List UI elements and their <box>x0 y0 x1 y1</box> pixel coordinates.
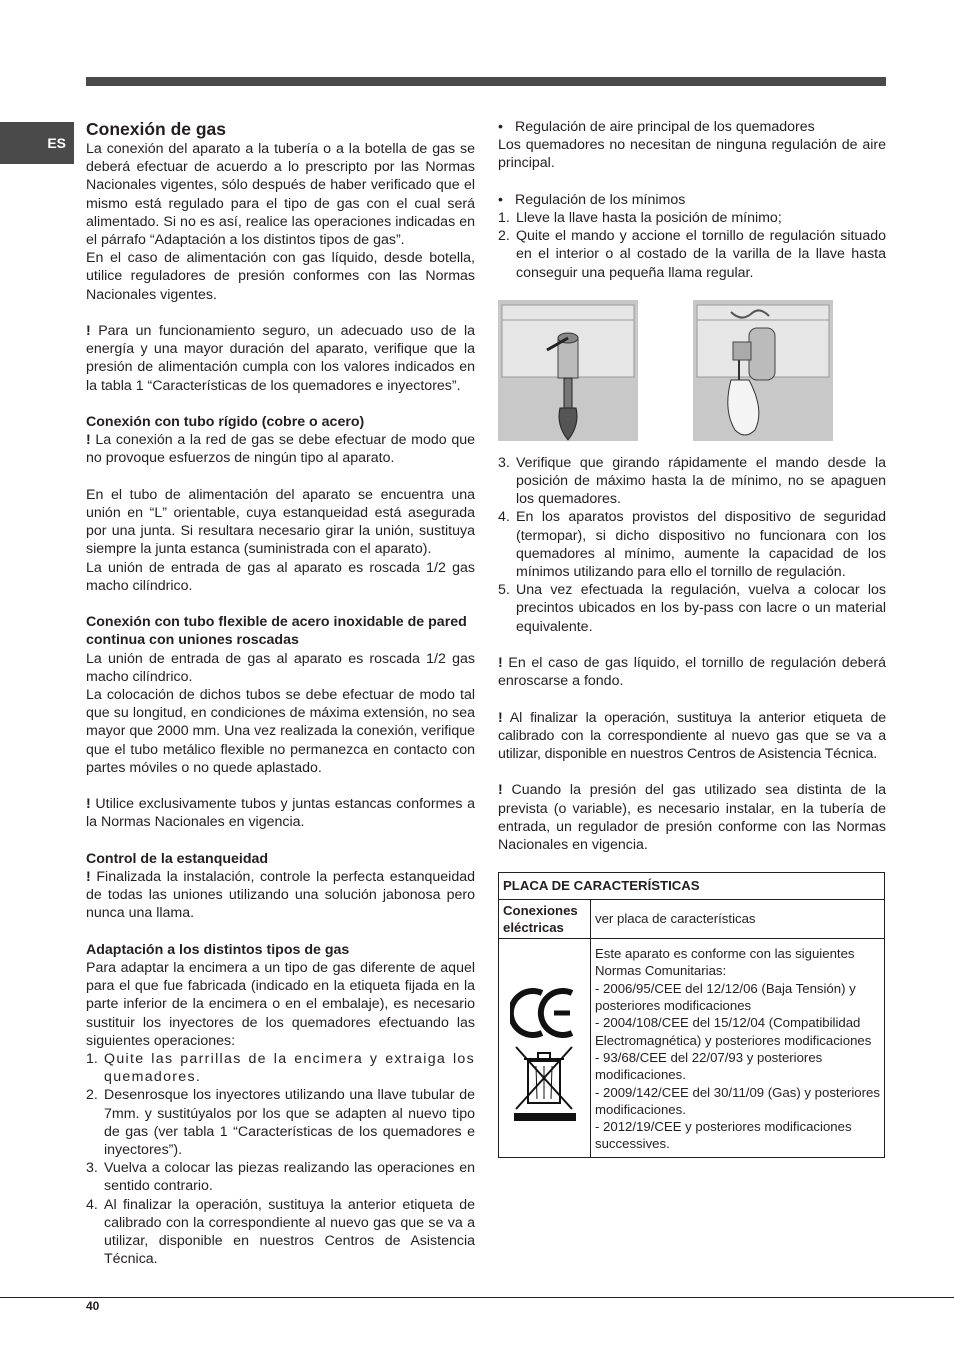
adjustment-screw-illustration <box>693 300 833 441</box>
list-item: 1. Quite las parrillas de la encimera y extraiga los quemadores. <box>86 1051 475 1086</box>
warning-icon: ! <box>86 323 91 340</box>
warning-icon: ! <box>86 432 91 449</box>
warning-icon: ! <box>498 655 503 672</box>
warning-icon: ! <box>86 796 91 813</box>
left-column <box>86 118 475 1268</box>
paragraph: En el caso de alimentación con gas líquido, desde botella, utilice reguladores de presión conformes con las Normas Nacionales vigentes. <box>86 250 475 303</box>
list-item: 2. Quite el mando y accione el tornillo de regulación situado en el interior o al costado de la varilla de la llave hasta conseguir una pequeña llama regular. <box>498 228 886 281</box>
paragraph: En el tubo de alimentación del aparato se encuentra una unión en “L” orientable, cuya estanqueidad está asegurada por una junta. Si resultara necesario girar la unión, sustituya siempre la junta estanca (suministrada con el aparato). <box>86 486 475 558</box>
warning-paragraph: ! Cuando la presión del gas utilizado sea distinta de la prevista (o variable), es necesario instalar, en la tubería de entrada, un regulador de presión conforme con las Normas Nacionales en vigencia. <box>498 782 886 854</box>
warning-paragraph: ! Al finalizar la operación, sustituya la anterior etiqueta de calibrado con la correspondiente al nuevo gas que se va a utilizar, disponible en nuestros Centros de Asistencia Técnica. <box>498 709 886 763</box>
adapt-steps-list <box>86 1050 475 1268</box>
footer-rule <box>0 1297 954 1298</box>
bullet-item: • Regulación de los mínimos <box>498 191 686 208</box>
warning-icon: ! <box>498 782 503 799</box>
list-item: 1. Lleve la llave hasta la posición de mínimo; <box>498 210 782 226</box>
paragraph: Los quemadores no necesitan de ninguna regulación de aire principal. <box>498 137 886 172</box>
bullet-icon: • <box>498 191 503 208</box>
ce-mark-icon <box>510 971 580 1121</box>
warning-paragraph: ! En el caso de gas líquido, el tornillo de regulación deberá enroscarse a fondo. <box>498 655 886 690</box>
list-item: 4. Al finalizar la operación, sustituya la anterior etiqueta de calibrado con la correspondiente al nuevo gas que se va a utilizar, disponible en nuestros Centros de Asistencia Técnica. <box>86 1196 475 1268</box>
table-row-label: Conexiones eléctricas <box>499 899 591 939</box>
paragraph: La unión de entrada de gas al aparato es roscada 1/2 gas macho cilíndrico. <box>86 559 475 594</box>
top-rule <box>86 77 886 86</box>
table-row-value: ver placa de características <box>591 899 885 939</box>
warning-icon: ! <box>498 709 503 726</box>
paragraph: Para adaptar la encimera a un tipo de gas diferente de aquel para el que fue fabricada (indicado en la etiqueta fijada en la parte inferior de la encimera o en el embalaje), es necesario sustituir los inyectores de los quemadores efectuando las siguientes operaciones: <box>86 960 475 1049</box>
page-number: 40 <box>86 1299 100 1313</box>
bullet-item: • Regulación de aire principal de los quemadores <box>498 119 815 135</box>
list-item: 5. Una vez efectuada la regulación, vuelva a colocar los precintos ubicados en los by-pass con lacre o un material equivalente. <box>498 582 886 635</box>
list-item: 3. Verifique que girando rápidamente el mando desde la posición de máximo hasta la de mínimo, no se apaguen los quemadores. <box>498 454 886 508</box>
compliance-text: Este aparato es conforme con las siguientes Normas Comunitarias: - 2006/95/CEE del 12/12/06 (Baja Tensión) y posteriores modificaciones - 2004/108/CEE del 15/12/04 (Compatibilidad Electromagnética) y posteriores modificaciones - 93/68/CEE del 22/07/93 y posteriores modificaciones. - 2009/142/CEE del 30/11/09 (Gas) y posteriores modificaciones. - 2012/19/CEE y posteriores modificaciones successives. <box>591 939 885 1158</box>
min-steps-list-continued <box>498 454 886 636</box>
min-steps-list <box>498 209 886 282</box>
weee-bin-icon <box>514 1047 576 1121</box>
bullet-icon: • <box>498 119 503 135</box>
subsection-title: Conexión con tubo rígido (cobre o acero) <box>86 414 365 431</box>
characteristics-table <box>498 872 885 1157</box>
section-title: Conexión de gas <box>86 119 227 139</box>
paragraph: La unión de entrada de gas al aparato es roscada 1/2 gas macho cilíndrico. <box>86 650 475 685</box>
warning-paragraph: ! Para un funcionamiento seguro, un adecuado uso de la energía y una mayor duración del aparato, verifique que la presión de alimentación cumpla con los valores indicados en la tabla 1 “Características de los quemadores e inyectores”. <box>86 323 475 394</box>
paragraph: La conexión del aparato a la tubería o a la botella de gas se deberá efectuar de acuerdo a lo prescripto por las Normas Nacionales vigentes, sólo después de haber verificado que el mismo está regulado para el tipo de gas con el cual será alimentado. Si no es así, realice las operaciones indicadas en el párrafo “Adaptación a los distintos tipos de gas”. <box>86 141 475 249</box>
language-tab: ES <box>0 122 74 164</box>
warning-paragraph: ! La conexión a la red de gas se debe efectuar de modo que no provoque esfuerzos de ningún tipo al aparato. <box>86 432 475 467</box>
warning-icon: ! <box>86 869 91 886</box>
compliance-logos <box>499 939 591 1158</box>
list-item: 4. En los aparatos provistos del dispositivo de seguridad (termopar), si dicho dispositivo no funcionara con los quemadores al mínimo, aumente la capacidad de los mínimos utilizando para ello el tornillo de regulación. <box>498 509 886 581</box>
subsection-title: Conexión con tubo flexible de acero inoxidable de pared continua con uniones roscadas <box>86 614 467 649</box>
warning-paragraph: ! Finalizada la instalación, controle la perfecta estanqueidad de todas las uniones utilizando una solución jabonosa pero nunca una llama. <box>86 869 475 922</box>
table-header: PLACA DE CARACTERÍSTICAS <box>499 873 885 899</box>
warning-paragraph: ! Utilice exclusivamente tubos y juntas estancas conformes a la Normas Nacionales en vigencia. <box>86 796 475 831</box>
illustrations <box>498 300 886 442</box>
list-item: 2. Desenrosque los inyectores utilizando una llave tubular de 7mm. y sustitúyalos por los que se adapten al nuevo tipo de gas (ver tabla 1 “Características de los quemadores e inyectores”). <box>86 1087 475 1159</box>
subsection-title: Control de la estanqueidad <box>86 850 269 867</box>
knob-removed-illustration <box>498 300 638 441</box>
right-column <box>498 118 886 1158</box>
paragraph: La colocación de dichos tubos se debe efectuar de modo tal que su longitud, en condiciones de máxima extensión, no sea mayor que 2000 mm. Una vez realizada la conexión, verifique que el tubo metálico flexible no permanezca en contacto con partes móviles o no quede aplastado. <box>86 687 475 776</box>
list-item: 3. Vuelva a colocar las piezas realizando las operaciones en sentido contrario. <box>86 1160 475 1195</box>
subsection-title: Adaptación a los distintos tipos de gas <box>86 941 350 958</box>
